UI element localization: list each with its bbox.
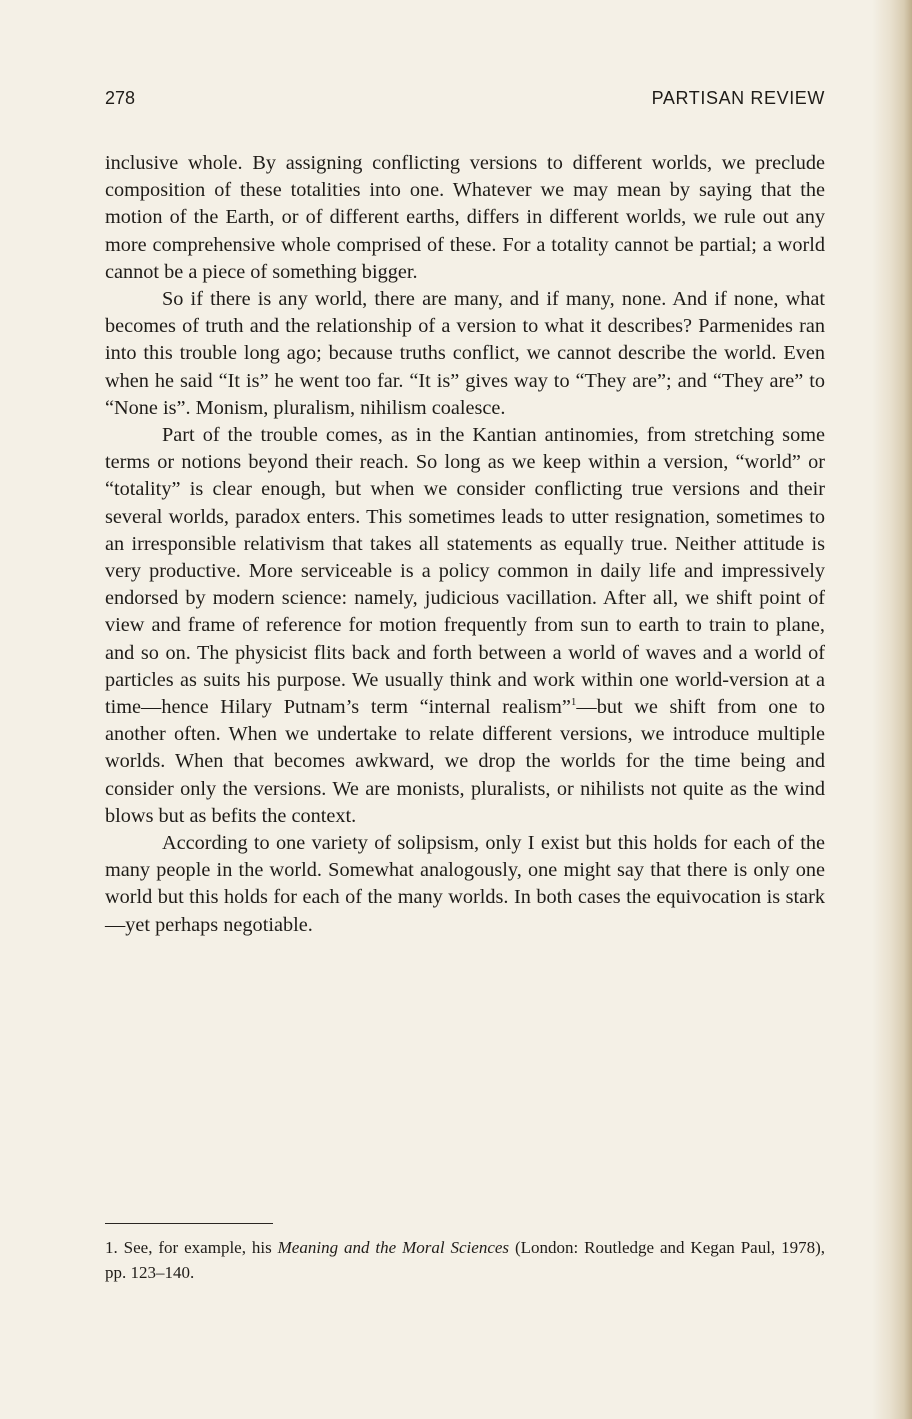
page-binding-shadow bbox=[872, 0, 912, 1419]
page-number: 278 bbox=[105, 88, 136, 108]
paragraph-3 bbox=[105, 422, 825, 830]
paragraph-1: inclusive whole. By assigning conflicting versions to different worlds, we preclude composition of these totalities into one. Whatever we may mean by saying that the motion of the Earth, or of different earths, differs in different worlds, we rule out any more comprehensive whole comprised of these. For a totality cannot be partial; a world cannot be a piece of something bigger. bbox=[105, 152, 825, 283]
paragraph-3-text: Part of the trouble comes, as in the Kantian antinomies, from stretching some terms or notions beyond their reach. So long as we keep within a version, “world” or “totality” is clear enough, but when we consider conflicting true versions and their several worlds, paradox enters. This sometimes leads to utter resignation, sometimes to an irresponsible relativism that takes all statements as equally true. Neither attitude is very productive. More serviceable is a policy common in daily life and impressively endorsed by modern science: namely, judicious vacillation. After all, we shift point of view and frame of reference for motion frequently from sun to earth to train to plane, and so on. The physicist flits back and forth between a world of waves and a world of particles as suits his purpose. We usually think and work within one world-version at a time—hence Hilary Putnam’s term “internal realism” bbox=[105, 424, 825, 719]
running-header bbox=[105, 88, 825, 114]
footnote-suffix: (London: Routledge and Kegan Paul, 1978), pp. 123–140. bbox=[105, 1238, 826, 1282]
journal-title: PARTISAN REVIEW bbox=[651, 88, 825, 108]
footnote-divider bbox=[105, 1223, 273, 1224]
paragraph-4: According to one variety of solipsism, only I exist but this holds for each of the many people in the world. Somewhat analogously, one might say that there is only one world but this holds for each of the many worlds. In both cases the equivocation is stark—yet perhaps negotiable. bbox=[105, 832, 825, 936]
footnote-reference[interactable]: 1 bbox=[570, 696, 577, 709]
paragraph-2: So if there is any world, there are many, and if many, none. And if none, what becomes of truth and the relationship of a version to what it describes? Parmenides ran into this trouble long ago; because truths conflict, we cannot describe the world. Even when he said “It is” he went too far. “It is” gives way to “They are”; and “They are” to “None is”. Monism, pluralism, nihilism coalesce. bbox=[105, 288, 825, 419]
footnote-prefix: 1. See, for example, his bbox=[105, 1238, 278, 1257]
footnote bbox=[105, 1235, 825, 1285]
paragraph-3-continuation: —but we shift from one to another often. When we undertake to relate different versions, we introduce multiple worlds. When that becomes awkward, we drop the worlds for the time being and consider only the versions. We are monists, pluralists, or nihilists not quite as the wind blows but as befits the context. bbox=[105, 696, 825, 827]
body-text bbox=[105, 150, 825, 939]
footnote-cited-title: Meaning and the Moral Sciences bbox=[277, 1238, 510, 1257]
